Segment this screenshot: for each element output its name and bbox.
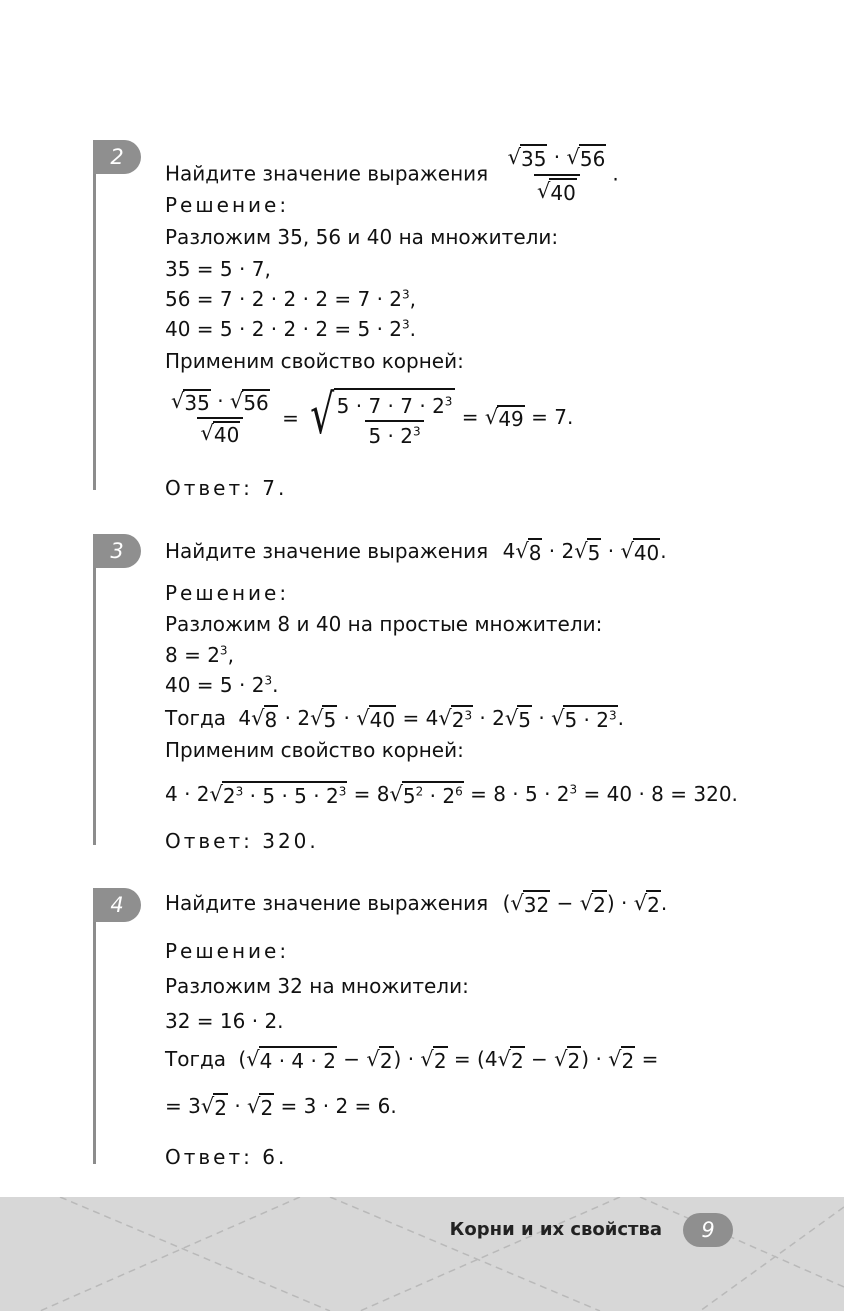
- solution-line: 32 = 16 · 2.: [165, 1009, 284, 1033]
- answer: Ответ: 320.: [165, 829, 319, 853]
- task-4-question: [165, 890, 667, 918]
- answer: Ответ: 7.: [165, 476, 288, 500]
- task-3-question: [165, 538, 667, 566]
- solution-line: Разложим 35, 56 и 40 на множители:: [165, 225, 559, 249]
- question-expression: ( √ 32 − √ 2 ) · √ 2 .: [502, 891, 668, 917]
- solution-line: 35 = 5 · 7,: [165, 257, 271, 281]
- solution-line: $40 = 5 \cdot 2^3$.: [165, 673, 279, 697]
- question-expression: 4 √ 8 · 2 √ 5 · √ 40 .: [502, 539, 667, 565]
- task-number-badge: 3: [93, 534, 141, 568]
- solution-line: Применим свойство корней:: [165, 349, 464, 373]
- formula-main: 4 · 2 √ $2^3 \cdot 5 \cdot 5 \cdot 2^3$ = 8 √ $5^2 \cdot 2^6$ = $8 \cdot 5 \cdot 2^3 = 40 \cdot 8 = 320$.: [165, 782, 738, 808]
- task-4-margin-line: [93, 902, 96, 1164]
- solution-line: $56 = 7 \cdot 2 \cdot 2 \cdot 2 = 7 \cdot 2^3$,: [165, 287, 417, 311]
- solution-line: Разложим 8 и 40 на простые множители:: [165, 612, 603, 636]
- solution-line: Применим свойство корней:: [165, 738, 464, 762]
- question-text: Найдите значение выражения: [165, 539, 489, 563]
- task-number-badge: 2: [93, 140, 141, 174]
- task-3-margin-line: [93, 549, 96, 845]
- footer-chapter-title: Корни и их свойства: [449, 1219, 662, 1240]
- solution-line: $8 = 2^3$,: [165, 643, 234, 667]
- question-text: Найдите значение выражения: [165, 891, 489, 915]
- task-2-margin-line: [93, 155, 96, 490]
- page-footer: [0, 1197, 844, 1311]
- task-2-question: Найдите значение выражения √ 35 · √ 56 √ 40 .: [165, 145, 619, 205]
- formula-continuation: = 3 √ 2 · √ 2 = 3 · 2 = 6.: [165, 1094, 397, 1120]
- answer: Ответ: 6.: [165, 1145, 288, 1169]
- task-number-badge: 4: [93, 888, 141, 922]
- solution-line: Тогда 4 √ 8 · 2 √ 5 · √ 40 = 4 √ $2^3$ · 2 √ 5 · √ $5 \cdot 2^3$ .: [165, 706, 624, 732]
- solution-line: $40 = 5 \cdot 2 \cdot 2 \cdot 2 = 5 \cdot 2^3$.: [165, 317, 417, 341]
- solution-line: Тогда ( √ 4 · 4 · 2 − √ 2 ) · √ 2 = (4 √ 2 − √ 2 ) · √ 2 =: [165, 1047, 659, 1073]
- solution-label: Решение:: [165, 193, 290, 217]
- formula-main: √ 35 · √ 56 √ 40 = √ $\frac{5 \cdot 7 \cdot 7 \cdot 2^3}{5 \cdot 2^3}$ = √ 49 = 7.: [171, 383, 574, 448]
- solution-label: Решение:: [165, 581, 290, 605]
- question-expression: √ 35 · √ 56 √ 40: [507, 145, 606, 205]
- page-number: 9: [683, 1213, 733, 1247]
- solution-label: Решение:: [165, 939, 290, 963]
- question-text: Найдите значение выражения: [165, 161, 489, 186]
- solution-line: Разложим 32 на множители:: [165, 974, 469, 998]
